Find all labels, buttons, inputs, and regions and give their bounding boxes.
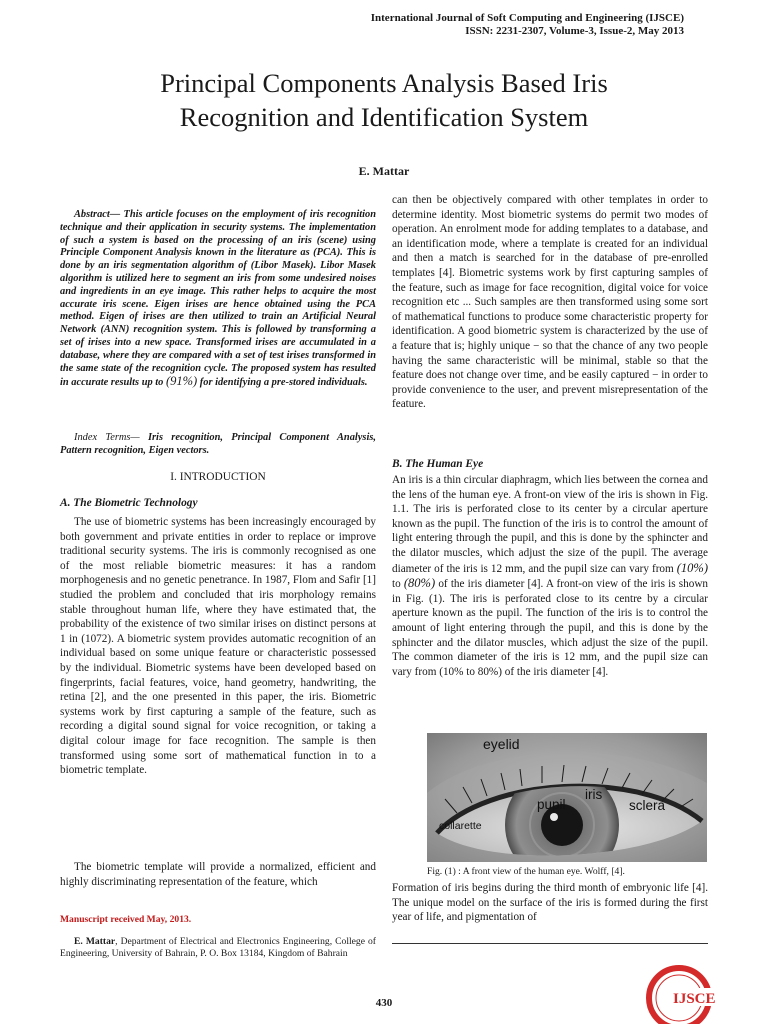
- abstract-tail: for identifying a pre-stored individuals.: [197, 377, 368, 389]
- journal-name: International Journal of Soft Computing and Engineering (IJSCE): [370, 12, 684, 24]
- paragraph-text: Formation of iris begins during the third month of embryonic life [4]. The unique model on the surface of the iris is formed during the first year of life, and pigmentation of: [392, 882, 708, 924]
- paper-title-line-2: Recognition and Identification System: [179, 102, 589, 132]
- body-paragraph-right-3: [392, 881, 708, 925]
- paper-title-line-1: Principal Components Analysis Based Iris: [160, 68, 608, 98]
- label-iris: iris: [585, 787, 603, 802]
- ijsce-logo-icon: [643, 960, 729, 1024]
- ijsce-logo: [643, 960, 729, 1024]
- abstract: [60, 209, 376, 390]
- subsection-heading-biometric: A. The Biometric Technology: [60, 497, 198, 509]
- paper-title: [0, 66, 768, 134]
- paragraph-text: The biometric template will provide a normalized, efficient and highly discriminating representation of the feature, which: [60, 861, 376, 888]
- body-paragraph-right-2: [392, 473, 708, 679]
- paragraph-text: can then be objectively compared with other templates in order to determine identity. Most biometric systems do permit two modes of operation. An enrolment mode for adding templates to a database, and an identification mode, where a template is created for an individual and then a match is searched for in the database of pre-enrolled templates [4]. Biometric systems work by first capturing samples of the feature, such as image for face recognition, digital voice for voice recognition etc ... Such samples are then transformed using some sort of mathematical functions to produce some characteristic property for identification. A good biometric system is characterized by the use of a feature that is; highly unique − so that the chance of any two people having the same characteristic will be minimal, stable so that the feature does not change over time, and be easily captured − in order to provide convenience to the user, and prevent misrepresentation of the feature.: [392, 194, 708, 411]
- abstract-percent: (91%): [165, 374, 198, 389]
- to-word: to: [392, 578, 404, 591]
- footnote-text: , Department of Electrical and Electronics Engineering, College of Engineering, University of Bahrain, P. O. Box 13184, Kingdom of Bahrain: [60, 935, 376, 959]
- author-name: E. Mattar: [358, 164, 410, 178]
- index-terms: [60, 432, 376, 458]
- body-paragraph-a1: [60, 515, 376, 778]
- author-footnote: [60, 926, 376, 969]
- abstract-label: Abstract—: [74, 209, 121, 220]
- percent-80: (80%): [403, 576, 436, 591]
- label-collarette: collarette: [439, 820, 482, 832]
- figure-caption: Fig. (1) : A front view of the human eye. Wolff, [4].: [427, 866, 625, 877]
- paragraph-text-continued: of the iris diameter [4]. A front-on view of the iris is shown in Fig. (1). The iris is perforated close to its centre by a circular aperture known as the pupil. The function of the iris is to control the amount of light entering through the pupil, and this is done by the sphincter and the dilator muscles, which adjust the size of the pupil. The common diameter of the iris is 12 mm, and the pupil size can vary from (10% to 80%) of the iris diameter [4].: [392, 578, 709, 678]
- footer-rule: [392, 943, 708, 944]
- paragraph-text: The use of biometric systems has been increasingly encouraged by both government and private entities in order to replace or improve traditional security systems. The iris is commonly recognised as one of the most reliable biometric measures: it has a random morphogenesis and no genetic penetrance. In 1987, Flom and Safir [1] studied the problem and concluded that iris morphology remains stable throughout human life, where they have estimated that, the probability of the existence of two similar irises on distinct persons at 1 in (1072). A biometric system provides automatic recognition of an individual based on some unique feature or characteristic possessed by the individual. Biometric systems have been developed based on fingerprints, facial features, voice, hand geometry, handwriting, the retina [2], and the one presented in this paper, the iris. Biometric systems work by first capturing a sample of the feature, such as recording a digital sound signal for voice recognition, or taking a digital colour image for face recognition. The sample is then transformed using some sort of mathematical function in to a biometric template.: [60, 516, 376, 777]
- manuscript-note: Manuscript received May, 2013.: [60, 914, 192, 925]
- subsection-heading-human-eye: B. The Human Eye: [392, 458, 484, 470]
- abstract-text: This article focuses on the employment of iris recognition technique and their application in security systems. The implementation of such a system is based on the processing of an iris (scene) using Principle Component Analysis known in the literature as (PCA). This is done by an iris segmentation algorithm of (Libor Masek). Libor Masek algorithm is utilized here to segment an iris from some undesired noises and ingredients in an eye image. This rather helps to acquire the most accurate iris scene. Eigen irises are hence obtained using the PCA method. Eigen of irises are then utilized to train an Artificial Neural Network (ANN) recognition system. This is followed by transforming a set of irises into a new space. Transformed irises are accumulated in a database, where they are compared with a set of test irises transformed in the same state of the recognition cycle. The proposed system has resulted in accurate results up to: [60, 209, 376, 389]
- page-number: 430: [375, 997, 393, 1009]
- index-terms-text: Iris recognition, Principal Component Analysis, Pattern recognition, Eigen vectors.: [60, 432, 376, 456]
- label-pupil: pupil: [537, 797, 566, 812]
- journal-issn: ISSN: 2231-2307, Volume-3, Issue-2, May 2013: [465, 25, 684, 37]
- logo-text: IJSCE: [673, 991, 716, 1007]
- paragraph-text: An iris is a thin circular diaphragm, which lies between the cornea and the lens of the human eye. A front-on view of the iris is shown in Fig. 1.1. The iris is perforated close to its center by a circular aperture known as the pupil. The function of the iris is to control the amount of light entering through the pupil, and this is done by the sphincter and the dilator muscles, which adjust the size of the pupil. The average diameter of the iris is 12 mm, and the pupil size can vary from: [392, 474, 708, 575]
- percent-10: (10%): [676, 560, 708, 575]
- journal-header: [371, 12, 684, 38]
- footnote-author: E. Mattar: [74, 935, 116, 947]
- eye-figure: [427, 733, 707, 862]
- label-sclera: sclera: [629, 798, 666, 813]
- body-paragraph-a2: [60, 860, 376, 889]
- label-eyelid: eyelid: [483, 736, 520, 752]
- section-heading-introduction: I. INTRODUCTION: [170, 471, 266, 483]
- body-paragraph-right-1: [392, 193, 708, 412]
- index-terms-label: Index Terms—: [74, 432, 140, 443]
